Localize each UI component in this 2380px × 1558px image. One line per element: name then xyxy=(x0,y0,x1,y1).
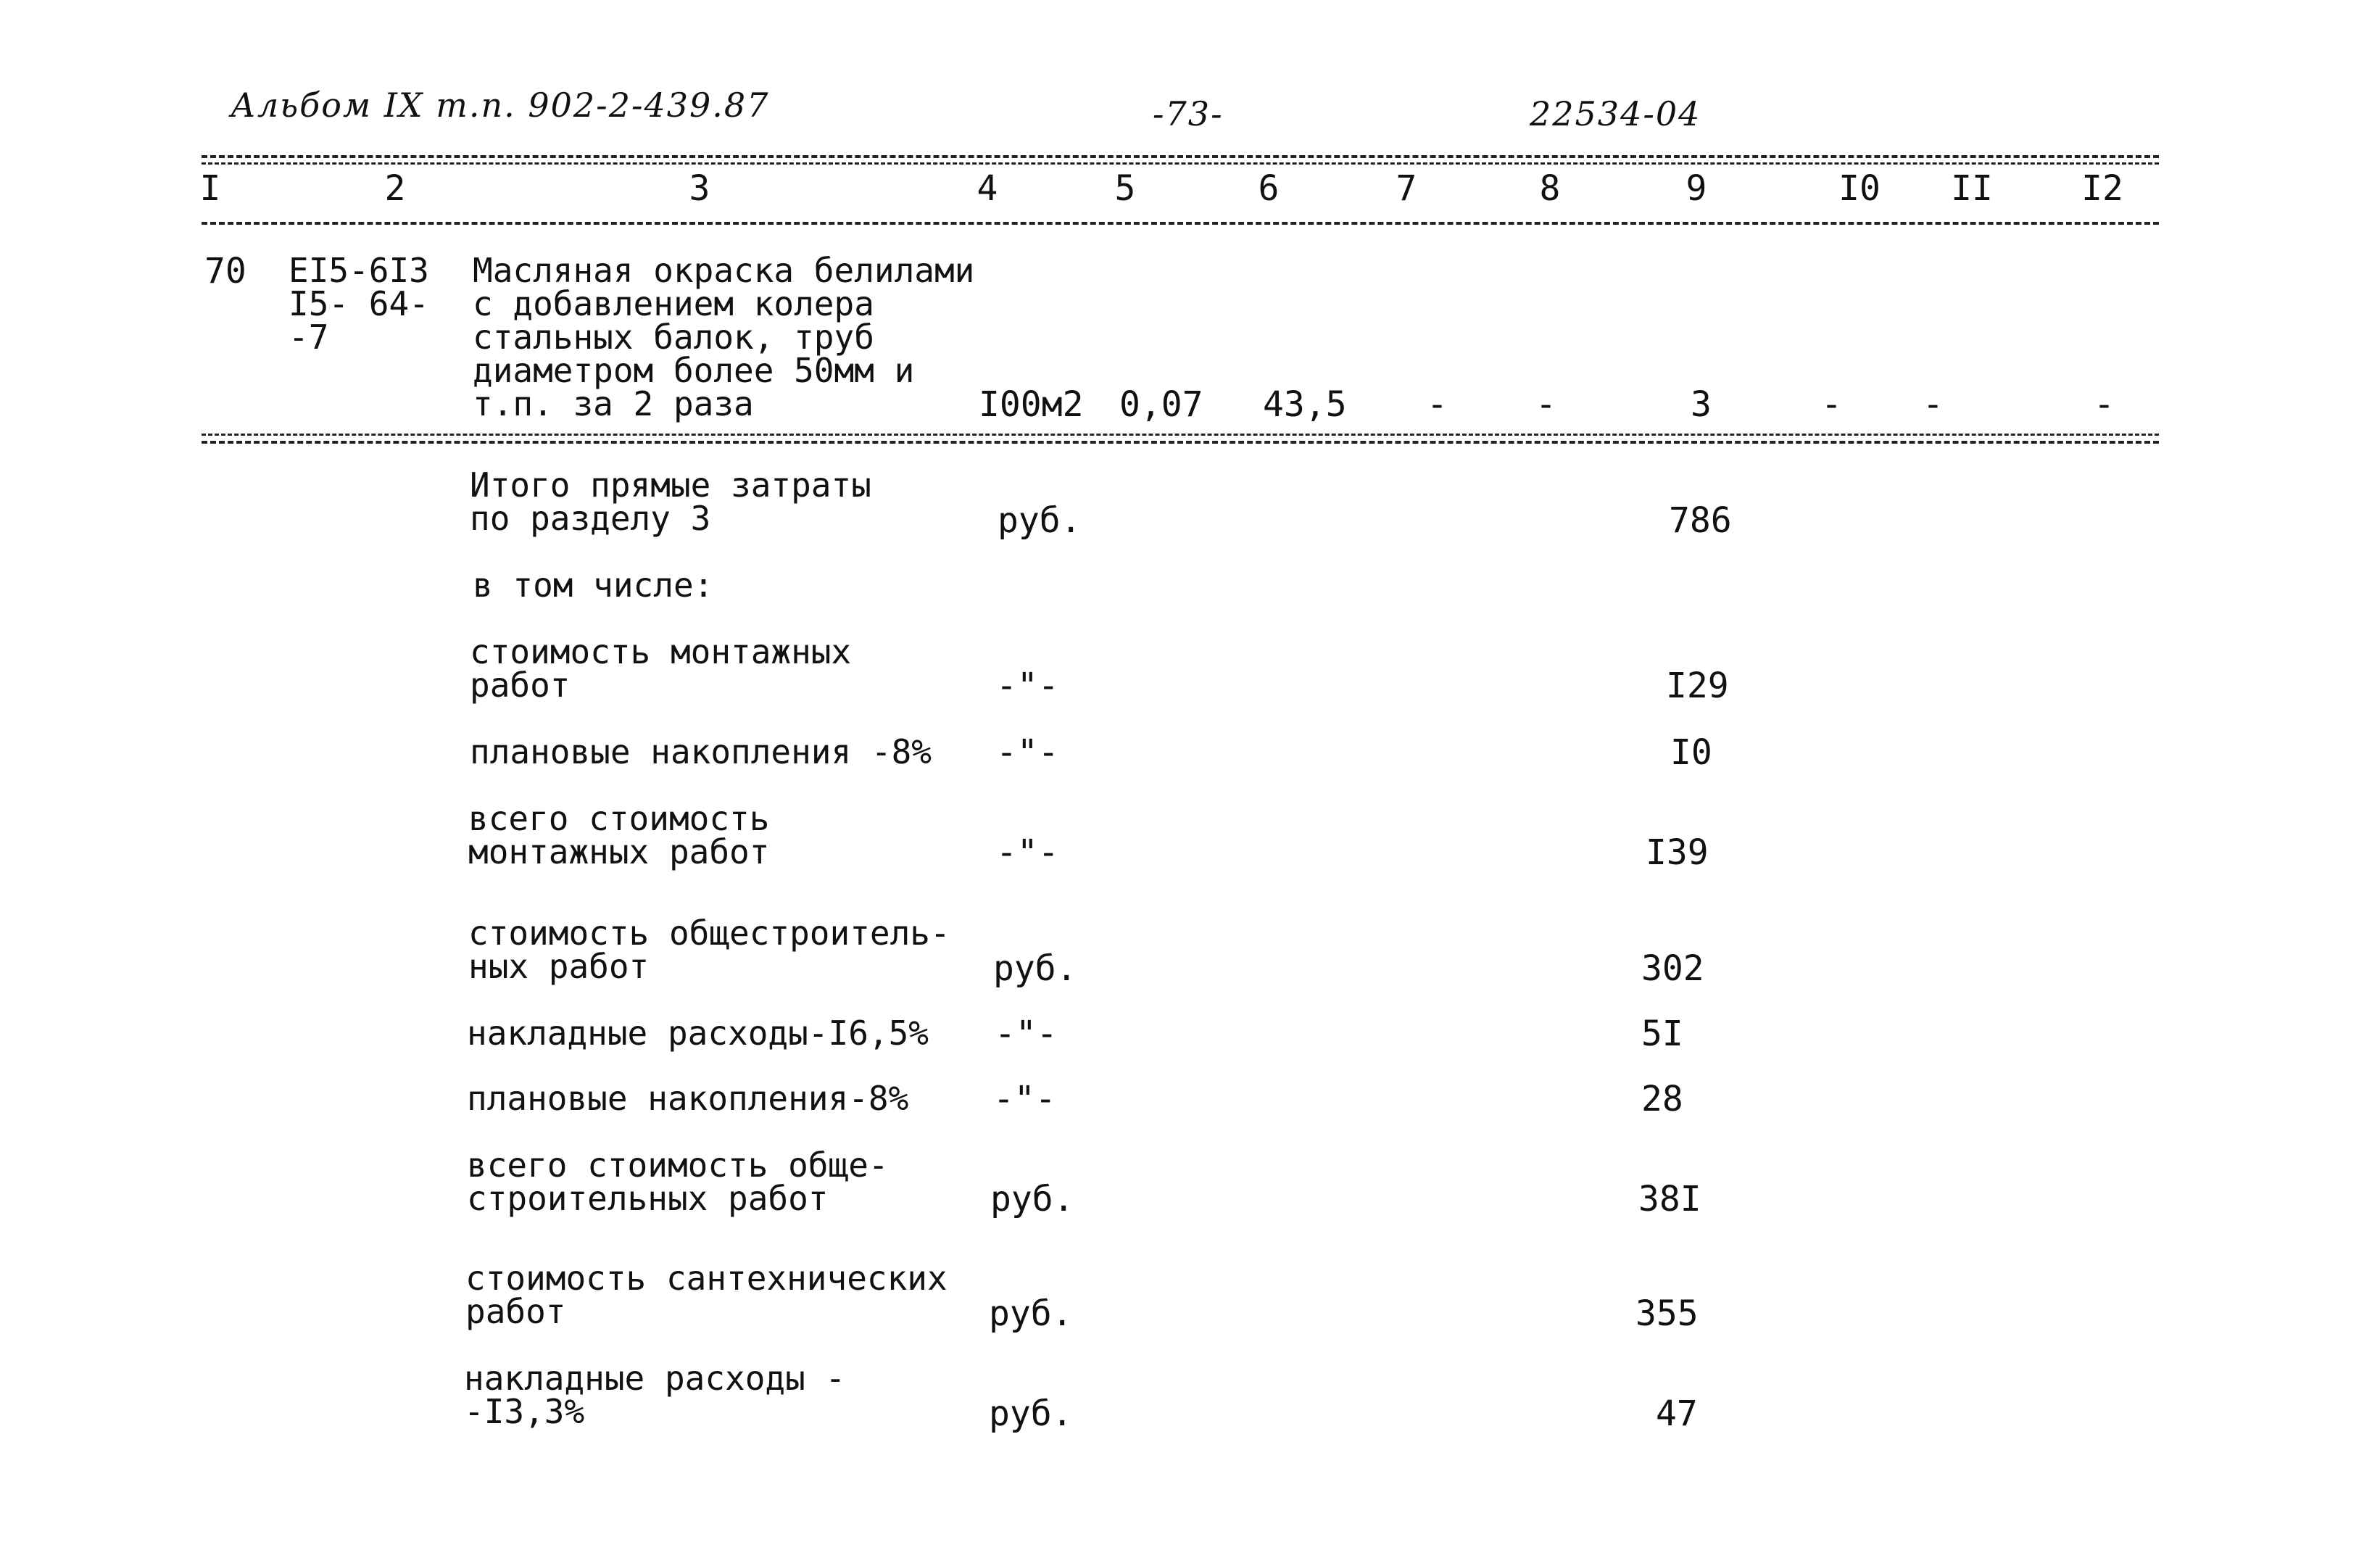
page-number: -73- xyxy=(1153,94,1224,133)
summary-label: в том числе: xyxy=(473,565,714,605)
column-number: 9 xyxy=(1686,168,1707,209)
item-separator-rule xyxy=(202,434,2159,436)
item-quantity: 0,07 xyxy=(1119,384,1203,425)
document-code: 22534-04 xyxy=(1530,94,1701,133)
header-bottom-rule xyxy=(202,222,2159,225)
item-price: 43,5 xyxy=(1263,384,1347,425)
summary-label: накладные расходы-I6,5% xyxy=(467,1014,929,1053)
summary-label: всего стоимость обще- строительных работ xyxy=(467,1145,889,1218)
item-col10: - xyxy=(1821,384,1842,425)
item-col7: - xyxy=(1427,384,1448,425)
summary-label: Итого прямые затраты по разделу 3 xyxy=(470,465,871,538)
header-top-rule xyxy=(202,155,2159,158)
item-code: EI5-6I3 I5- 64- -7 xyxy=(289,251,429,357)
column-number: II xyxy=(1951,168,1993,209)
column-number: 8 xyxy=(1539,168,1561,209)
summary-label: стоимость монтажных работ xyxy=(470,632,852,705)
item-description: Масляная окраска белилами с добавлением колера стальных балок, труб диаметром более 50мм и т.п. за 2 раза xyxy=(473,251,975,423)
summary-value: 38I xyxy=(1638,1179,1701,1219)
summary-value: 302 xyxy=(1641,948,1704,989)
item-col11: - xyxy=(1923,384,1944,425)
item-col8: - xyxy=(1535,384,1556,425)
summary-unit: руб. xyxy=(990,1179,1074,1219)
summary-label: стоимость сантехнических работ xyxy=(465,1259,948,1331)
summary-unit: -"- xyxy=(995,1014,1058,1054)
column-number: 2 xyxy=(384,168,406,209)
summary-unit: -"- xyxy=(996,732,1059,773)
summary-value: I29 xyxy=(1666,666,1729,706)
column-number: I xyxy=(199,168,221,209)
summary-value: 28 xyxy=(1641,1079,1683,1119)
summary-unit: -"- xyxy=(993,1079,1056,1119)
item-unit: I00м2 xyxy=(979,384,1084,425)
item-col12: - xyxy=(2094,384,2115,425)
summary-unit: -"- xyxy=(996,666,1059,706)
item-bottom-rule xyxy=(202,441,2159,444)
column-number: I0 xyxy=(1838,168,1881,209)
summary-value: 355 xyxy=(1635,1293,1699,1334)
summary-unit: руб. xyxy=(993,948,1077,989)
item-number: 70 xyxy=(204,251,246,291)
summary-value: 5I xyxy=(1641,1014,1683,1054)
column-number: 4 xyxy=(977,168,998,209)
summary-label: накладные расходы - -I3,3% xyxy=(464,1359,846,1431)
item-col9: 3 xyxy=(1691,384,1712,425)
summary-value: 47 xyxy=(1656,1393,1698,1434)
summary-label: плановые накопления -8% xyxy=(470,732,932,771)
column-number: I2 xyxy=(2081,168,2123,209)
summary-value: 786 xyxy=(1669,500,1732,541)
column-number: 6 xyxy=(1258,168,1280,209)
summary-label: стоимость общестроитель- ных работ xyxy=(468,913,950,986)
summary-value: I0 xyxy=(1670,732,1712,773)
summary-value: I39 xyxy=(1646,832,1709,873)
summary-label: всего стоимость монтажных работ xyxy=(468,799,770,871)
column-number: 3 xyxy=(689,168,710,209)
summary-unit: -"- xyxy=(996,832,1059,873)
header-top-rule-2 xyxy=(202,162,2159,165)
album-reference: Альбом IX т.п. 902-2-439.87 xyxy=(231,86,770,125)
column-number: 7 xyxy=(1396,168,1417,209)
summary-unit: руб. xyxy=(998,500,1082,541)
summary-unit: руб. xyxy=(989,1393,1073,1434)
summary-label: плановые накопления-8% xyxy=(467,1079,909,1118)
column-number: 5 xyxy=(1114,168,1136,209)
summary-unit: руб. xyxy=(989,1293,1073,1334)
